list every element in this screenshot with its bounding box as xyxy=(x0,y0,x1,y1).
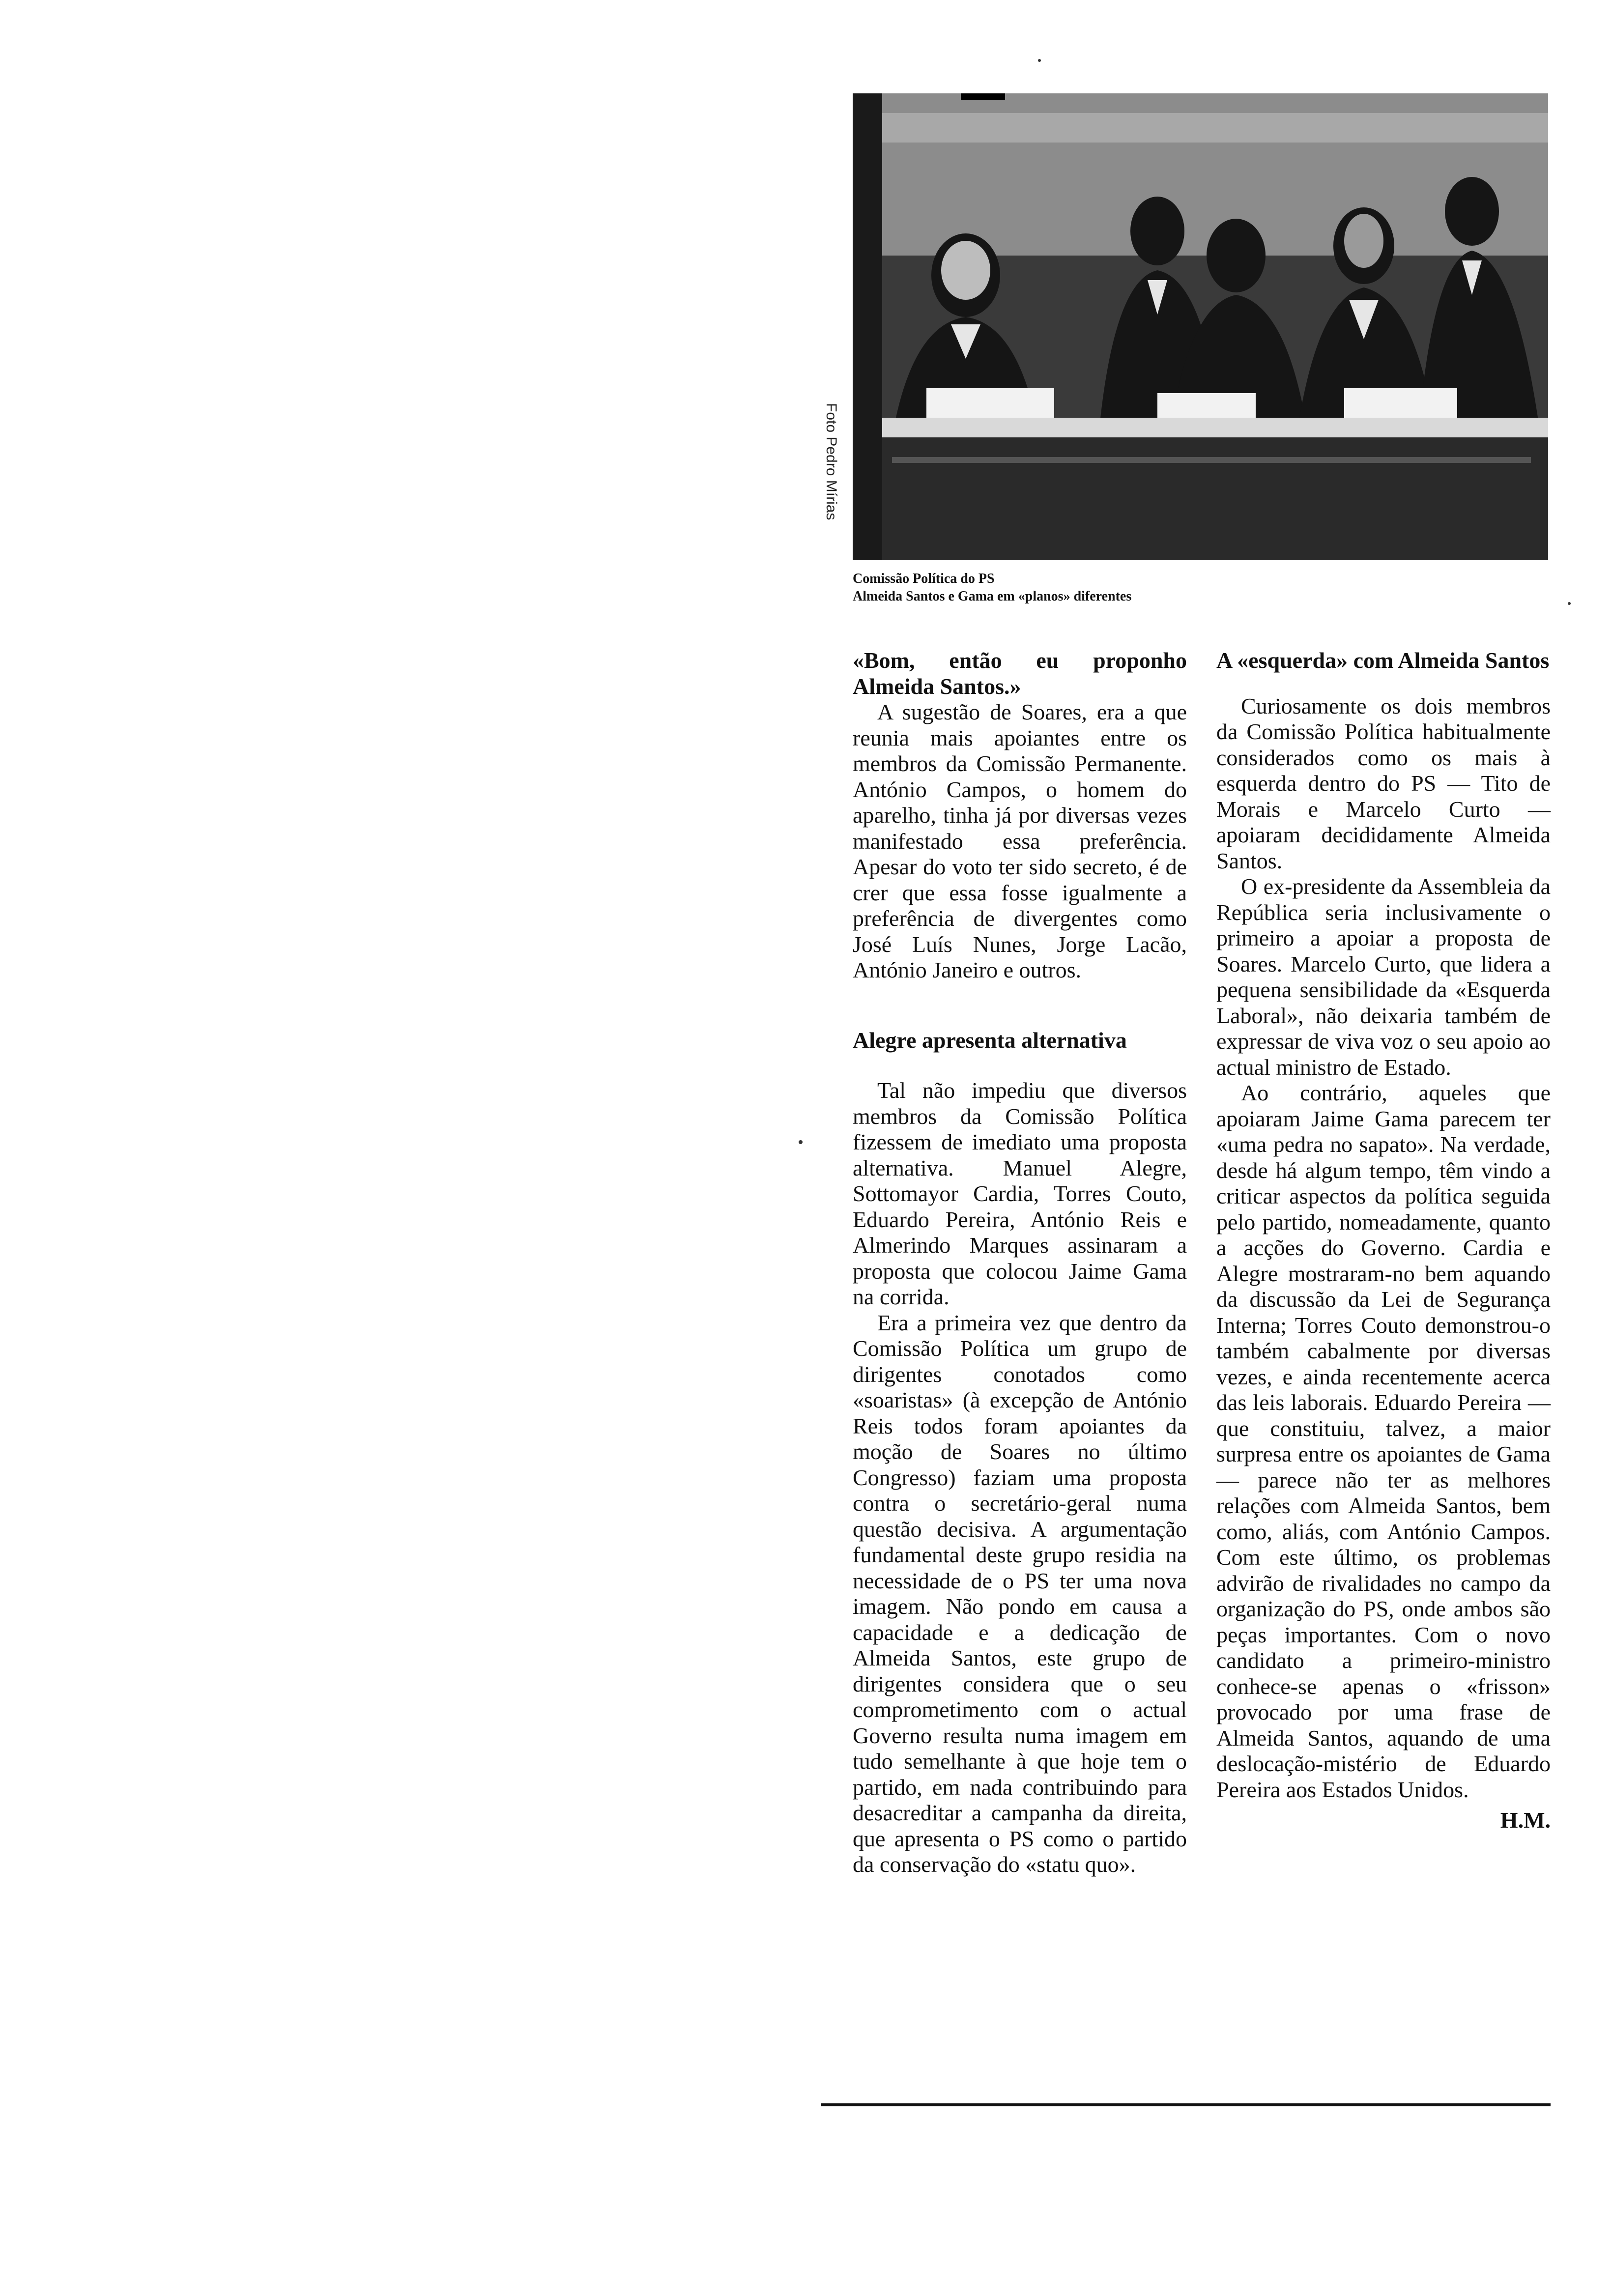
lead-quote: «Bom, então eu proponho Almeida Santos.» xyxy=(853,648,1187,699)
article-paragraph: Curiosamente os dois membros da Comissão Política habitualmente considerados como os mais à esquerda dentro do PS — Tito de Morais e Marcelo Curto — apoiaram decididamente Almeida Santos. xyxy=(1216,693,1551,873)
scan-speck xyxy=(1568,602,1571,605)
subheading: Alegre apresenta alternativa xyxy=(853,1027,1127,1053)
caption-title: Comissão Política do PS xyxy=(853,571,995,586)
right-heading: A «esquerda» com Almeida Santos xyxy=(1216,648,1550,673)
article-right-column xyxy=(1216,648,1551,1834)
photo-meeting-illustration xyxy=(853,93,1548,560)
photo-credit xyxy=(820,403,839,560)
bottom-rule xyxy=(821,2103,1551,2106)
author-signature: H.M. xyxy=(1500,1808,1551,1833)
photo-caption xyxy=(853,570,1393,605)
article-paragraph: O ex-presidente da Assembleia da República seria inclusivamente o primeiro a apoiar a proposta de Soares. Marcelo Curto, que lidera a pequena sensibilidade da «Esquerda Laboral», não deixaria também de expressar de viva voz o seu apoio ao actual ministro de Estado. xyxy=(1216,874,1551,1080)
article-paragraph: Era a primeira vez que dentro da Comissão Política um grupo de dirigentes conotados como «soaristas» (à excepção de António Reis todos foram apoiantes da moção de Soares no último Congresso) faziam uma proposta contra o secretário-geral numa questão decisiva. A argumentação fundamental deste grupo residia na necessidade de o PS ter uma nova imagem. Não pondo em causa a capacidade e a dedicação de Almeida Santos, este grupo de dirigentes considera que o seu comprometimento com o actual Governo resulta numa imagem em tudo semelhante à que hoje tem o partido, em nada contribuindo para desacreditar a campanha da direita, que apresenta o PS como o partido da conservação do «statu quo». xyxy=(853,1310,1187,1877)
caption-text: Almeida Santos e Gama em «planos» diferentes xyxy=(853,589,1132,604)
scan-speck xyxy=(1038,59,1041,62)
article-paragraph: Tal não impediu que diversos membros da Comissão Política fizessem de imediato uma proposta alternativa. Manuel Alegre, Sottomayor Cardia, Torres Couto, Eduardo Pereira, António Reis e Almerindo Marques assinaram a proposta que colocou Jaime Gama na corrida. xyxy=(853,1078,1187,1309)
article-paragraph: Ao contrário, aqueles que apoiaram Jaime Gama parecem ter «uma pedra no sapato». Na verdade, desde há algum tempo, têm vindo a criticar aspectos da política seguida pelo partido, nomeadamente, quanto a acções do Governo. Cardia e Alegre mostraram-no bem aquando da discussão da Lei de Segurança Interna; Torres Couto demonstrou-o também cabalmente por diversas vezes, e ainda recentemente acerca das leis laborais. Eduardo Pereira — que constituiu, talvez, a maior surpresa entre os apoiantes de Gama — parece não ter as melhores relações com Almeida Santos, bem como, aliás, com António Campos. Com este último, os problemas advirão de rivalidades no campo da organização do PS, onde ambos são peças importantes. Com o novo candidato a primeiro-ministro conhece-se apenas o «frisson» provocado por uma frase de Almeida Santos, aquando de uma deslocação-mistério de Eduardo Pereira aos Estados Unidos. xyxy=(1216,1080,1551,1802)
article-left-column xyxy=(853,648,1187,1878)
article-paragraph: A sugestão de Soares, era a que reunia mais apoiantes entre os membros da Comissão Permanente. António Campos, o homem do aparelho, tinha já por diversas vezes manifestado essa preferência. Apesar do voto ter sido secreto, é de crer que essa fosse igualmente a preferência de divergentes como José Luís Nunes, Jorge Lacão, António Janeiro e outros. xyxy=(853,699,1187,982)
scan-speck xyxy=(799,1140,803,1144)
article-photo xyxy=(853,93,1548,560)
photo-credit-text: Foto Pedro Mírias xyxy=(823,403,839,520)
